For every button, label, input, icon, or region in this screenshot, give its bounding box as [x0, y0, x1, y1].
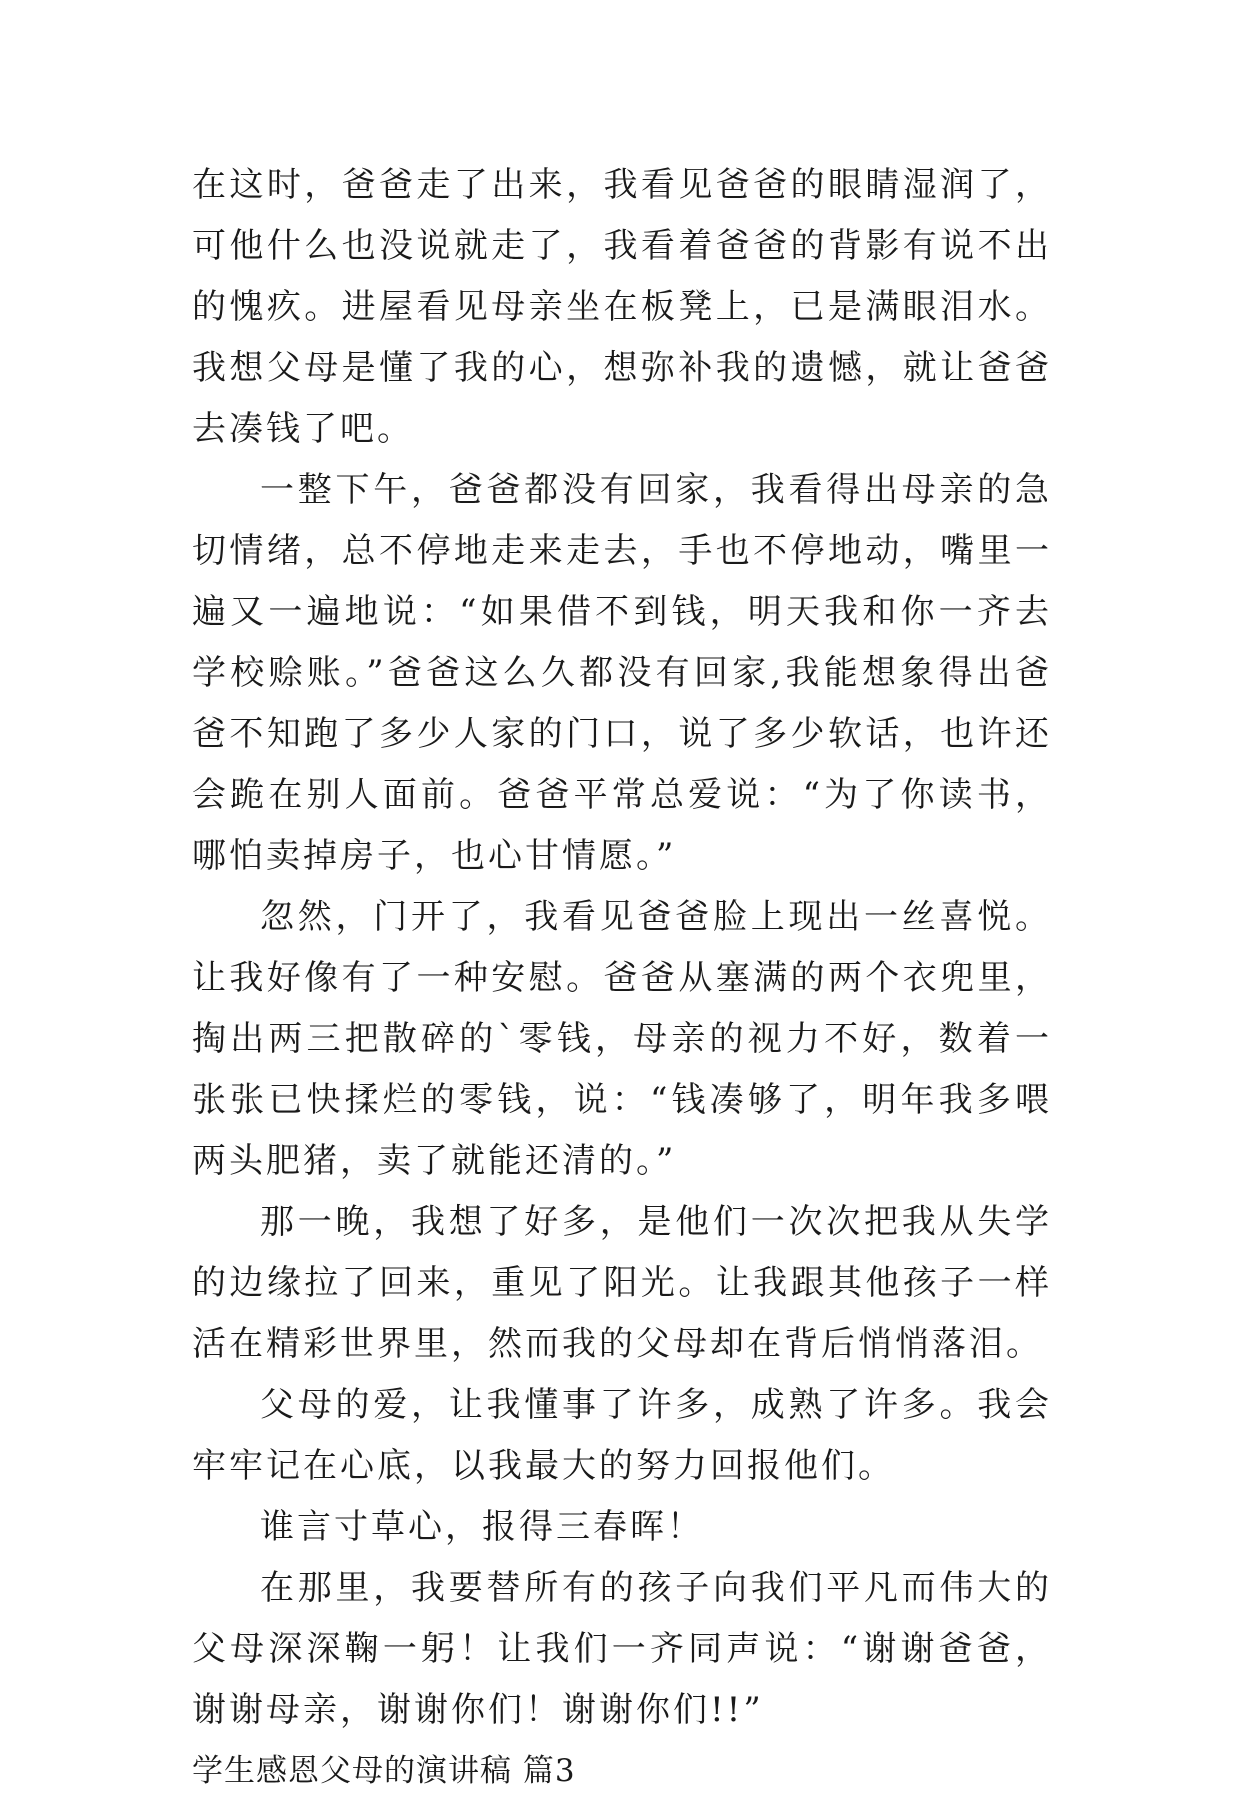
- paragraph-5: 父母的爱，让我懂事了许多，成熟了许多。我会牢牢记在心底，以我最大的努力回报他们。: [192, 1385, 1052, 1486]
- paragraph-3: 忽然，门开了，我看见爸爸脸上现出一丝喜悦。让我好像有了一种安慰。爸爸从塞满的两个衣兜里，掏出两三把散碎的`零钱，母亲的视力不好，数着一张张已快揉烂的零钱，说：“钱凑够了，明年我多喂两头肥猪，卖了就能还清的。”: [192, 897, 1052, 1181]
- document-body: [192, 155, 1052, 1802]
- paragraph-7: 在那里，我要替所有的孩子向我们平凡而伟大的父母深深鞠一躬！让我们一齐同声说：“谢谢爸爸，谢谢母亲，谢谢你们！谢谢你们!!”: [192, 1568, 1052, 1730]
- paragraph-6: 谁言寸草心，报得三春晖！: [260, 1507, 704, 1547]
- paragraph-4: 那一晚，我想了好多，是他们一次次把我从失学的边缘拉了回来，重见了阳光。让我跟其他孩子一样活在精彩世界里，然而我的父母却在背后悄悄落泪。: [192, 1202, 1052, 1364]
- paragraph-2: 一整下午，爸爸都没有回家，我看得出母亲的急切情绪，总不停地走来走去，手也不停地动，嘴里一遍又一遍地说：“如果借不到钱，明天我和你一齐去学校赊账。”爸爸这么久都没有回家,我能想象得出爸爸不知跑了多少人家的门口，说了多少软话，也许还会跪在别人面前。爸爸平常总爱说：“为了你读书，哪怕卖掉房子，也心甘情愿。”: [192, 470, 1052, 876]
- section-heading: 学生感恩父母的演讲稿 篇3: [192, 1753, 576, 1789]
- paragraph-1: 在这时，爸爸走了出来，我看见爸爸的眼睛湿润了，可他什么也没说就走了，我看着爸爸的背影有说不出的愧疚。进屋看见母亲坐在板凳上，已是满眼泪水。我想父母是懂了我的心，想弥补我的遗憾，就让爸爸去凑钱了吧。: [192, 165, 1052, 449]
